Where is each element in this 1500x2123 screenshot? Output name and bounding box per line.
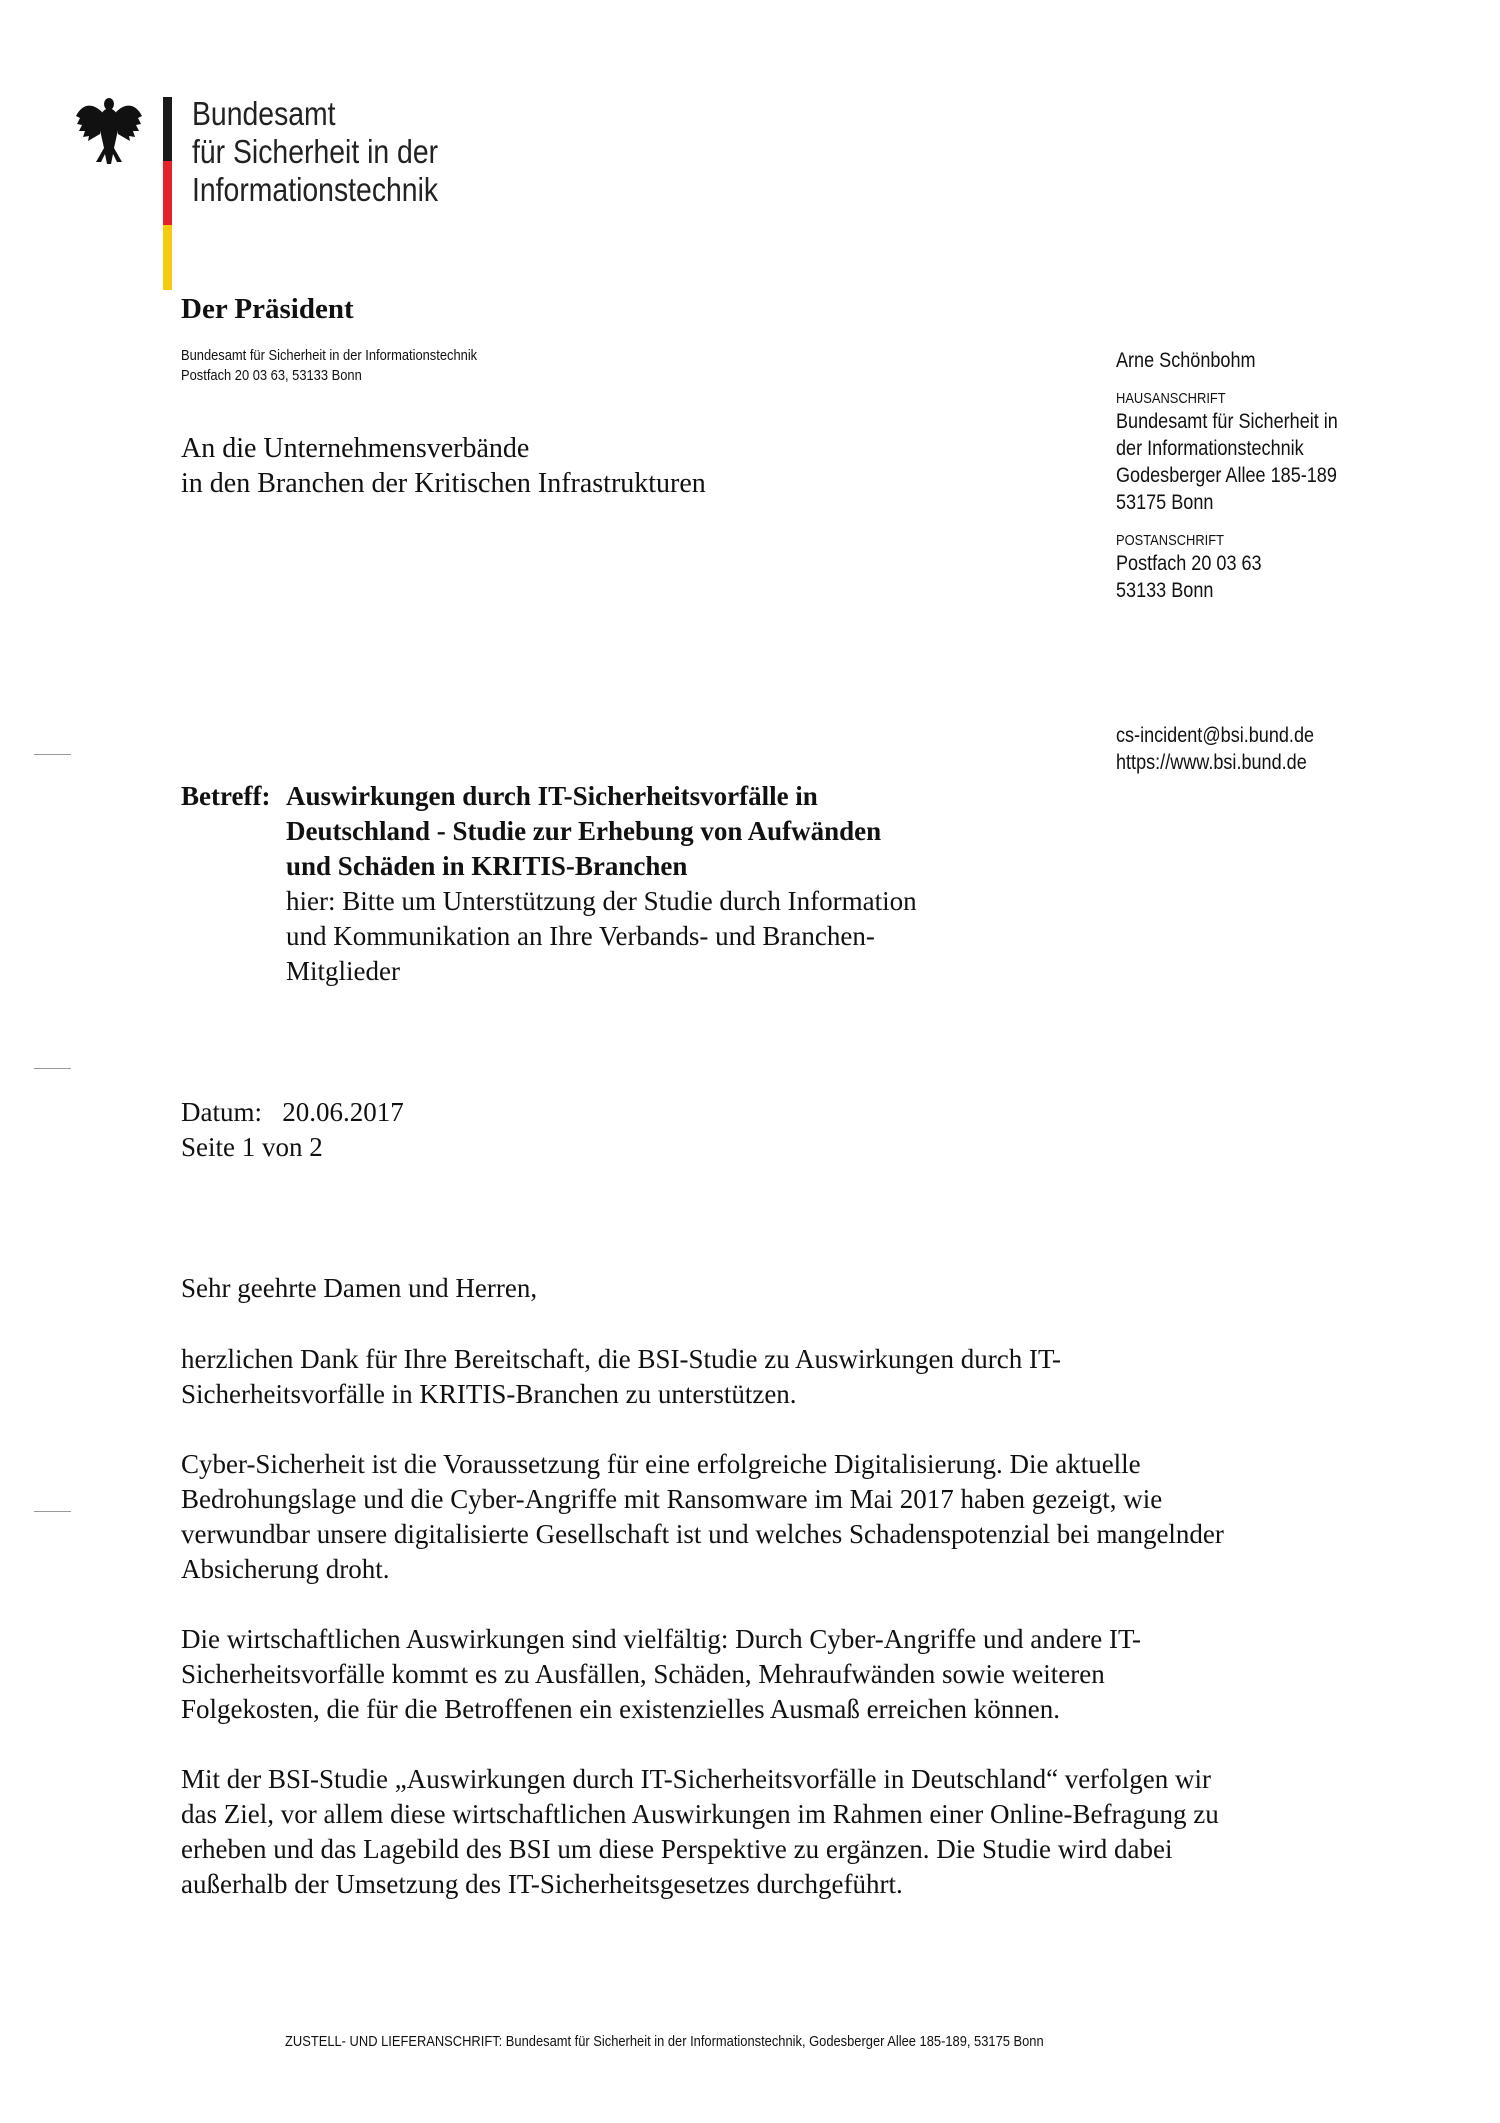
recipient xyxy=(181,431,706,501)
contact-block xyxy=(1116,347,1338,604)
logo-wordmark xyxy=(192,95,438,209)
letter-title: Der Präsident xyxy=(181,293,354,325)
date-line xyxy=(181,1095,404,1130)
paragraph-line: herzlichen Dank für Ihre Bereitschaft, die BSI-Studie zu Auswirkungen durch IT- xyxy=(181,1344,1061,1374)
website-link[interactable]: https://www.bsi.bund.de xyxy=(1116,751,1307,774)
subject-line: Deutschland - Studie zur Erhebung von Aufwänden xyxy=(286,816,882,846)
paragraph-line: Bedrohungslage und die Cyber-Angriffe mit Ransomware im Mai 2017 haben gezeigt, wie xyxy=(181,1484,1163,1514)
paragraph-line: das Ziel, vor allem diese wirtschaftlichen Auswirkungen im Rahmen einer Online-Befragung zu xyxy=(181,1799,1219,1829)
hausanschrift-line: der Informationstechnik xyxy=(1116,437,1304,460)
page-indicator: Seite 1 von 2 xyxy=(181,1132,323,1162)
recipient-line: in den Branchen der Kritischen Infrastrukturen xyxy=(181,468,706,499)
flag-bar-gold xyxy=(163,225,172,290)
paragraph-line: erheben und das Lagebild des BSI um diese Perspektive zu ergänzen. Die Studie wird dabei xyxy=(181,1834,1173,1864)
hausanschrift-line: Bundesamt für Sicherheit in xyxy=(1116,410,1338,433)
fold-mark xyxy=(34,1511,71,1512)
subject-line: Mitglieder xyxy=(286,956,400,986)
paragraph-line: Die wirtschaftlichen Auswirkungen sind vielfältig: Durch Cyber-Angriffe und andere IT- xyxy=(181,1624,1141,1654)
paragraph xyxy=(181,1762,1219,1902)
salutation: Sehr geehrte Damen und Herren, xyxy=(181,1273,538,1303)
postanschrift-label: POSTANSCHRIFT xyxy=(1116,532,1224,549)
fold-mark xyxy=(34,754,71,755)
paragraph-line: verwundbar unsere digitalisierte Gesellschaft ist und welches Schadenspotenzial bei mangelnder xyxy=(181,1519,1224,1549)
postanschrift-line: Postfach 20 03 63 xyxy=(1116,552,1262,575)
paragraph-line: Mit der BSI-Studie „Auswirkungen durch IT-Sicherheitsvorfälle in Deutschland“ verfolgen wir xyxy=(181,1764,1211,1794)
hausanschrift-label: HAUSANSCHRIFT xyxy=(1116,390,1226,407)
paragraph-line: Sicherheitsvorfälle kommt es zu Ausfällen, Schäden, Mehraufwänden sowie weiteren xyxy=(181,1659,1105,1689)
footer-address: ZUSTELL- UND LIEFERANSCHRIFT: Bundesamt für Sicherheit in der Informationstechnik, Godesberger Allee 185-189, 53175 Bonn xyxy=(285,2033,1044,2050)
paragraph xyxy=(181,1447,1224,1587)
flag-bar-black xyxy=(163,97,172,161)
recipient-line: An die Unternehmensverbände xyxy=(181,433,530,464)
paragraph xyxy=(181,1342,1061,1412)
contact-links xyxy=(1116,722,1314,776)
subject-line: und Schäden in KRITIS-Branchen xyxy=(286,851,688,881)
subject-line: Auswirkungen durch IT-Sicherheitsvorfälle in xyxy=(286,781,818,811)
subject-label: Betreff: xyxy=(181,781,271,811)
federal-eagle-icon xyxy=(74,94,144,166)
date-value: 20.06.2017 xyxy=(282,1097,404,1127)
date-label: Datum: xyxy=(181,1097,262,1127)
sender-line: Bundesamt für Sicherheit in der Informationstechnik xyxy=(181,347,478,364)
postanschrift-line: 53133 Bonn xyxy=(1116,579,1214,602)
logo-line: für Sicherheit in der xyxy=(192,133,439,170)
subject-line: und Kommunikation an Ihre Verbands- und Branchen- xyxy=(286,921,875,951)
email-link[interactable]: cs-incident@bsi.bund.de xyxy=(1116,724,1315,747)
sender-address xyxy=(181,346,477,386)
sender-line: Postfach 20 03 63, 53133 Bonn xyxy=(181,367,362,384)
flag-bar-red xyxy=(163,161,172,225)
logo-line: Informationstechnik xyxy=(192,171,439,208)
paragraph-line: außerhalb der Umsetzung des IT-Sicherheitsgesetzes durchgeführt. xyxy=(181,1869,903,1899)
subject xyxy=(286,779,917,989)
contact-name: Arne Schönbohm xyxy=(1116,349,1256,372)
paragraph-line: Folgekosten, die für die Betroffenen ein existenzielles Ausmaß erreichen können. xyxy=(181,1694,1060,1724)
paragraph xyxy=(181,1622,1141,1727)
subject-line: hier: Bitte um Unterstützung der Studie durch Information xyxy=(286,886,917,916)
fold-mark xyxy=(34,1068,71,1069)
hausanschrift-line: Godesberger Allee 185-189 xyxy=(1116,464,1337,487)
paragraph-line: Absicherung droht. xyxy=(181,1554,390,1584)
hausanschrift-line: 53175 Bonn xyxy=(1116,491,1214,514)
paragraph-line: Sicherheitsvorfälle in KRITIS-Branchen zu unterstützen. xyxy=(181,1379,797,1409)
logo-line: Bundesamt xyxy=(192,95,336,132)
paragraph-line: Cyber-Sicherheit ist die Voraussetzung für eine erfolgreiche Digitalisierung. Die aktuelle xyxy=(181,1449,1141,1479)
